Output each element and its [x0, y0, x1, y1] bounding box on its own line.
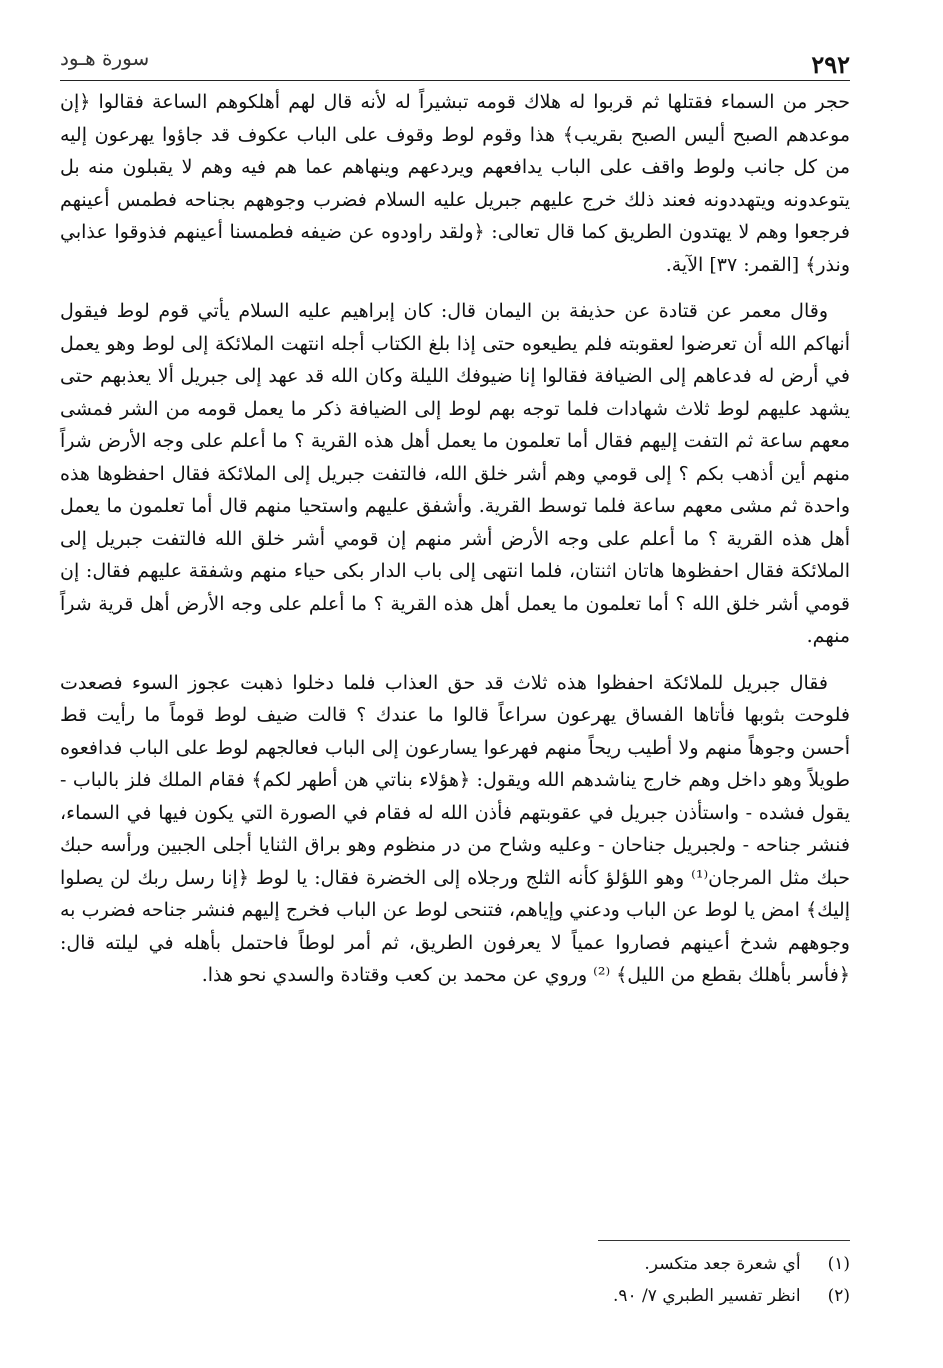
footnote	[60, 1280, 850, 1312]
footnote-marker: (٢)	[827, 1286, 850, 1306]
paragraph: وقال معمر عن قتادة عن حذيفة بن اليمان قال: كان إبراهيم عليه السلام يأتي قوم لوط فيقول أنهاكم الله أن تعرضوا لعقوبته فلم يطيعوه حتى إذا بلغ الكتاب أجله انتهت الملائكة إلى لوط وهو يعمل في أرض له فدعاهم إلى الضيافة فقالوا إنا ضيوفك الليلة وكان الله قد عهد إلى جبريل ألا يعذبهم حتى يشهد عليهم لوط ثلاث شهادات فلما توجه بهم لوط إلى الضيافة ذكر ما يعمل قومه من الشر فمشى معهم ساعة ثم التفت إليهم فقال أما تعلمون ما يعمل أهل هذه القرية ؟ ما أعلم على وجه الأرض شراً منهم أين أذهب بكم ؟ إلى قومي وهم أشر خلق الله، فالتفت جبريل إلى الملائكة فقال احفظوها هذه واحدة ثم مشى معهم ساعة فلما توسط القرية. وأشفق عليهم واستحيا منهم قال أما تعلمون ما يعمل أهل هذه القرية ؟ ما أعلم على وجه الأرض أشر منهم إن قومي أشر خلق الله فالتفت جبريل إلى الملائكة فقال احفظوها هاتان اثنتان، فلما انتهى إلى باب الدار بكى حياء منهم وشفقة عليهم فقال: إن قومي أشر خلق الله ؟ أما تعلمون ما يعمل أهل هذه القرية ؟ ما أعلم على وجه الأرض أهل قرية شراً منهم.	[60, 300, 850, 647]
footnotes	[60, 1248, 850, 1312]
footnote-text: أي شعرة جعد متكسر.	[644, 1254, 801, 1274]
paragraph: حجر من السماء فقتلها ثم قربوا له هلاك قومه تبشيراً له لأنه قال لهم أهلكوهم الساعة فقالوا ﴿إن موعدهم الصبح أليس الصبح بقريب﴾ هذا وقوم لوط وقوف على الباب عكوف قد جاؤوا يهرعون إليه من كل جانب ولوط واقف على الباب يدافعهم ويردعهم وينهاهم عما هم فيه وهم لا يقبلون منه بل يتوعدونه ويتهددونه فعند ذلك خرج عليهم جبريل عليه السلام فضرب وجوههم بجناحه فطمس أعينهم فرجعوا وهم لا يهتدون الطريق كما قال تعالى: ﴿ولقد راودوه عن ضيفه فطمسنا أعينهم فذوقوا عذابي ونذر﴾ [القمر: ٣٧] الآية.	[60, 91, 850, 276]
footnote-divider	[598, 1240, 850, 1241]
paragraph: فقال جبريل للملائكة احفظوا هذه ثلاث قد حق العذاب فلما دخلوا ذهبت عجوز السوء فصعدت فلوحت بثوبها فأتاها الفساق يهرعون سراعاً قالوا ما عندك ؟ قالت ضيف لوط قوماً ما رأيت قط أحسن وجوهاً منهم ولا أطيب ريحاً منهم فهرعوا يسارعون إلى الباب فعالجهم لوط على الباب فدافعوه طويلاً وهو داخل وهم خارج يناشدهم الله ويقول: ﴿هؤلاء بناتي هن أطهر لكم﴾ فقام الملك فلز بالباب - يقول فشده - واستأذن جبريل في عقوبتهم فأذن الله له فقام في الصورة التي يكون فيها في السماء، فنشر جناحه - ولجبريل جناحان - وعليه وشاح من در منظوم وهو براق الثنايا أجلى الجبين ورأسه حبك حبك مثل المرجان⁽¹⁾ وهو اللؤلؤ كأنه الثلج ورجلاه إلى الخضرة فقال: يا لوط ﴿إنا رسل ربك لن يصلوا إليك﴾ امض يا لوط عن الباب ودعني وإياهم، فتنحى لوط عن الباب فخرج إليهم فنشر جناحه فضرب به وجوههم شدخ أعينهم فصاروا عمياً لا يعرفون الطريق، ثم أمر لوطاً فاحتمل بأهله في ليلته قال: ﴿فأسر بأهلك بقطع من الليل﴾ ⁽²⁾ وروي عن محمد بن كعب وقتادة والسدي نحو هذا.	[60, 671, 851, 986]
footnote-marker: (١)	[827, 1254, 850, 1274]
footnote	[60, 1248, 850, 1280]
footnote-text: انظر تفسير الطبري ٧/ ٩٠.	[612, 1286, 801, 1306]
header-divider	[60, 80, 850, 81]
page-number: ٢٩٢	[811, 50, 850, 79]
page-header	[60, 40, 850, 79]
main-text	[60, 86, 850, 992]
running-title: سورة هـود	[60, 46, 150, 70]
